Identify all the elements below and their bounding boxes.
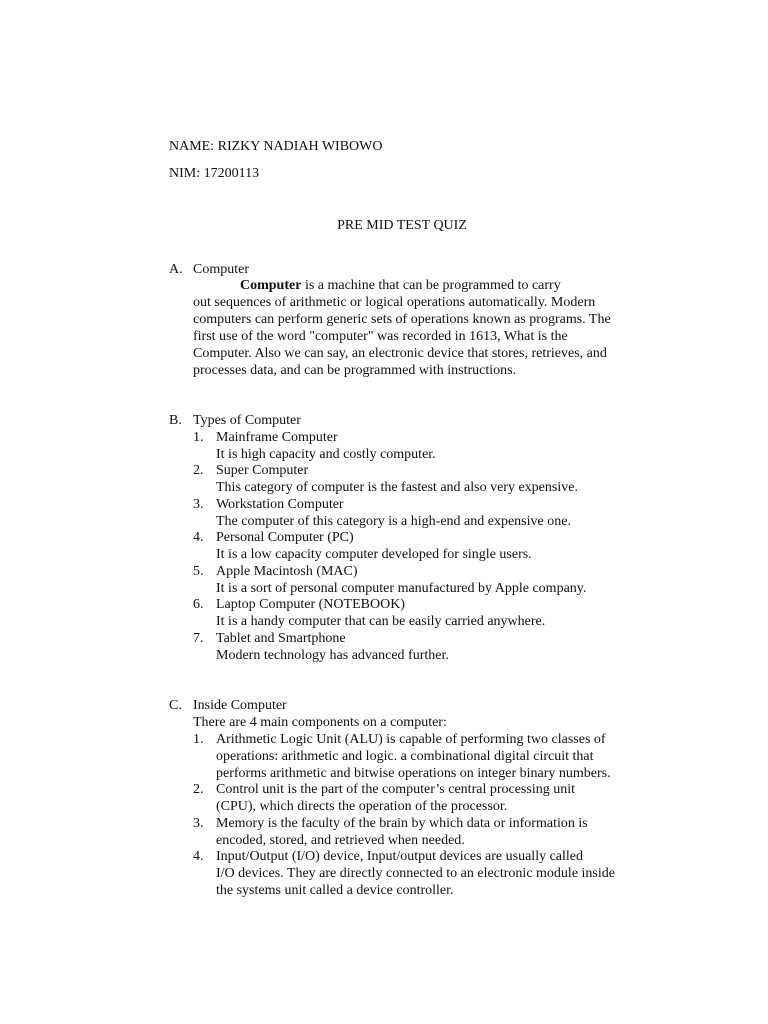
list-item-line: the systems unit called a device controller. <box>216 883 454 898</box>
bold-term: Computer <box>240 278 302 293</box>
student-name: NAME: RIZKY NADIAH WIBOWO <box>169 139 383 154</box>
section-c-letter: C. <box>169 698 182 713</box>
list-item-number: 2. <box>193 782 204 797</box>
list-item-desc: This category of computer is the fastest and also very expensive. <box>216 480 578 495</box>
list-item-line: Memory is the faculty of the brain by which data or information is <box>216 816 588 831</box>
section-c-intro: There are 4 main components on a computer: <box>193 715 447 730</box>
section-a-line-2: out sequences of arithmetic or logical operations automatically. Modern <box>193 295 596 310</box>
list-item-number: 1. <box>193 732 204 747</box>
list-item-number: 3. <box>193 816 204 831</box>
list-item-title: Laptop Computer (NOTEBOOK) <box>216 597 405 612</box>
section-a-line-1-text: is a machine that can be programmed to carry <box>301 278 561 293</box>
section-a-title: Computer <box>193 262 249 277</box>
list-item-line: encoded, stored, and retrieved when needed. <box>216 833 465 848</box>
section-a-line-4: first use of the word "computer" was recorded in 1613, What is the <box>193 329 568 344</box>
list-item-line: (CPU), which directs the operation of the processor. <box>216 799 508 814</box>
list-item-desc: It is a sort of personal computer manufactured by Apple company. <box>216 581 587 596</box>
list-item-number: 2. <box>193 463 204 478</box>
list-item-title: Mainframe Computer <box>216 430 338 445</box>
document-title: PRE MID TEST QUIZ <box>337 218 467 233</box>
section-a-line-5: Computer. Also we can say, an electronic device that stores, retrieves, and <box>193 346 607 361</box>
list-item-desc: It is a handy computer that can be easily carried anywhere. <box>216 614 546 629</box>
list-item-title: Workstation Computer <box>216 497 344 512</box>
list-item-line: Input/Output (I/O) device, Input/output devices are usually called <box>216 849 584 864</box>
list-item-number: 7. <box>193 631 204 646</box>
section-a-line-1 <box>240 277 561 294</box>
list-item-title: Personal Computer (PC) <box>216 530 354 545</box>
list-item-number: 5. <box>193 564 204 579</box>
section-c-title: Inside Computer <box>193 698 287 713</box>
list-item-desc: The computer of this category is a high-end and expensive one. <box>216 514 571 529</box>
list-item-title: Apple Macintosh (MAC) <box>216 564 358 579</box>
section-b-letter: B. <box>169 413 182 428</box>
list-item-line: Arithmetic Logic Unit (ALU) is capable of performing two classes of <box>216 732 606 747</box>
section-a-line-6: processes data, and can be programmed with instructions. <box>193 363 517 378</box>
section-a-letter: A. <box>169 262 183 277</box>
list-item-desc: It is a low capacity computer developed for single users. <box>216 547 532 562</box>
list-item-desc: Modern technology has advanced further. <box>216 648 449 663</box>
list-item-desc: It is high capacity and costly computer. <box>216 447 436 462</box>
section-a-line-3: computers can perform generic sets of operations known as programs. The <box>193 312 611 327</box>
student-nim: NIM: 17200113 <box>169 166 260 181</box>
list-item-number: 4. <box>193 849 204 864</box>
list-item-line: I/O devices. They are directly connected to an electronic module inside <box>216 866 615 881</box>
list-item-number: 6. <box>193 597 204 612</box>
section-b-title: Types of Computer <box>193 413 301 428</box>
list-item-line: performs arithmetic and bitwise operations on integer binary numbers. <box>216 766 611 781</box>
list-item-number: 3. <box>193 497 204 512</box>
list-item-number: 1. <box>193 430 204 445</box>
list-item-number: 4. <box>193 530 204 545</box>
list-item-line: Control unit is the part of the computer’s central processing unit <box>216 782 575 797</box>
list-item-title: Super Computer <box>216 463 309 478</box>
list-item-title: Tablet and Smartphone <box>216 631 346 646</box>
list-item-line: operations: arithmetic and logic. a combinational digital circuit that <box>216 749 594 764</box>
